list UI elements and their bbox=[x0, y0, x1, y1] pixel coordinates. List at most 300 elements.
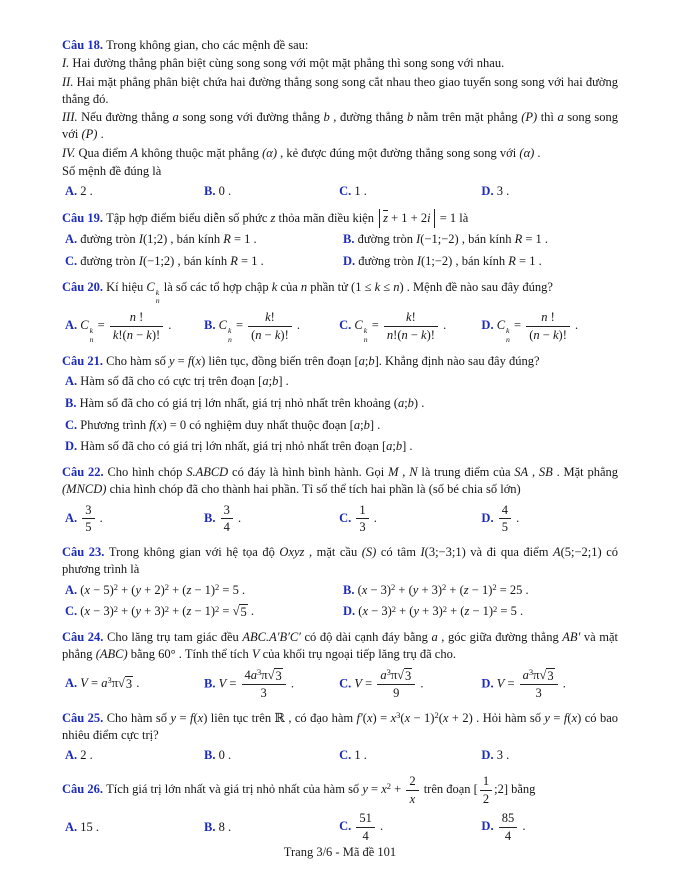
math-var: y bbox=[168, 353, 175, 368]
text: 51 bbox=[359, 811, 372, 826]
text: ;2] bằng bbox=[494, 782, 536, 797]
option-letter: A. bbox=[65, 510, 81, 525]
text: là số các tổ hợp chập bbox=[160, 279, 272, 294]
text: − 1) bbox=[191, 582, 216, 597]
fraction bbox=[499, 811, 518, 844]
option-26-D bbox=[478, 810, 618, 845]
option-letter: A. bbox=[65, 184, 81, 198]
text: Tập hợp điểm biểu diễn số phức bbox=[106, 210, 271, 225]
text: ( bbox=[191, 353, 196, 368]
text: Hàm số đã cho có giá trị lớn nhất, giá trị nhỏ nhất trên khoảng ( bbox=[79, 395, 398, 410]
text: Cho lăng trụ tam giác đều bbox=[107, 630, 243, 645]
question-number: Câu 25. bbox=[62, 710, 107, 725]
math-var: C bbox=[496, 318, 506, 333]
math-var: n bbox=[300, 279, 308, 294]
math-var: I bbox=[420, 545, 425, 560]
math-var: I bbox=[138, 253, 143, 268]
option-21-A bbox=[62, 373, 618, 391]
text: = bbox=[510, 318, 525, 333]
text: song song với bbox=[62, 110, 619, 142]
text: phần tử (1 ≤ bbox=[307, 279, 375, 294]
text: 85 bbox=[501, 811, 515, 826]
option-19-B bbox=[340, 231, 618, 249]
question-25-line-1 bbox=[62, 710, 618, 745]
text: ; bbox=[268, 374, 273, 389]
question-19 bbox=[62, 209, 618, 272]
text: − 1) bbox=[410, 710, 435, 725]
option-letter: C. bbox=[339, 510, 355, 525]
math-var: (α) bbox=[262, 145, 277, 160]
text: 3 bbox=[85, 502, 92, 517]
math-var: SA bbox=[514, 465, 529, 480]
text: trên đoạn [ bbox=[420, 782, 478, 797]
option-26-B bbox=[201, 819, 336, 837]
text: . Mặt phẳng bbox=[552, 465, 618, 480]
square-root: √ 5 bbox=[232, 604, 247, 620]
fraction bbox=[82, 503, 94, 536]
option-18-C bbox=[336, 183, 478, 201]
math-var: x bbox=[197, 710, 204, 725]
option-letter: A. bbox=[65, 374, 81, 389]
question-number: Câu 18. bbox=[62, 38, 107, 52]
math-var: z bbox=[186, 582, 192, 597]
math-var: k bbox=[552, 327, 559, 342]
text: , bán kính bbox=[167, 232, 224, 246]
question-22 bbox=[62, 464, 618, 537]
math-var: k bbox=[406, 310, 412, 325]
option-letter: D. bbox=[481, 676, 497, 690]
superscript: 3 bbox=[396, 709, 401, 720]
math-var: k bbox=[421, 327, 427, 342]
option-letter: C. bbox=[339, 184, 355, 198]
math-var: x bbox=[442, 710, 449, 725]
text: ]. Khẳng định nào sau đây đúng? bbox=[374, 353, 540, 368]
text: 4 bbox=[501, 502, 508, 517]
math-var: (ABC) bbox=[95, 647, 128, 662]
text: + 1 + 2 bbox=[387, 210, 428, 225]
text: ≤ bbox=[380, 279, 394, 294]
text: bằng 60° . Tính thể tích bbox=[127, 647, 252, 662]
text: ( bbox=[193, 710, 198, 725]
text: . bbox=[165, 318, 172, 333]
option-letter: A. bbox=[65, 676, 81, 691]
option-letter: D. bbox=[65, 439, 81, 454]
questions-container bbox=[62, 37, 618, 846]
option-20-D bbox=[478, 309, 618, 345]
text: thỏa mãn điều kiện bbox=[275, 210, 378, 225]
text: và mặt phẳng bbox=[62, 630, 619, 662]
options-row bbox=[62, 437, 618, 457]
text: Cho hàm số bbox=[106, 353, 169, 368]
math-var: C bbox=[146, 279, 155, 294]
math-var: x bbox=[404, 710, 411, 725]
text: có độ dài cạnh đáy bằng bbox=[300, 630, 432, 645]
math-var: a bbox=[172, 110, 179, 124]
text: . bbox=[287, 676, 294, 690]
math-var: b bbox=[363, 417, 370, 432]
question-23 bbox=[62, 544, 618, 622]
option-letter: D. bbox=[343, 604, 359, 619]
text: ) . bbox=[413, 395, 425, 410]
option-letter: B. bbox=[204, 184, 219, 198]
text: (3;−3;1) và đi qua điểm bbox=[424, 545, 553, 560]
question-20-line-1 bbox=[62, 279, 618, 307]
text: là trung điểm của bbox=[417, 465, 515, 480]
math-var: a bbox=[262, 374, 269, 389]
option-25-A bbox=[62, 747, 201, 765]
text: ; bbox=[392, 439, 396, 454]
fraction bbox=[242, 668, 286, 701]
text: . bbox=[234, 510, 242, 525]
superscript: 2 bbox=[215, 581, 220, 592]
math-var: R bbox=[230, 253, 238, 268]
text: ( bbox=[400, 710, 405, 725]
text: + ( bbox=[446, 582, 464, 597]
text: . bbox=[370, 510, 377, 525]
superscript: 2 bbox=[386, 781, 391, 792]
text: ( bbox=[357, 582, 362, 597]
text: . bbox=[293, 318, 300, 333]
text: (5;−2;1) có phương trình là bbox=[62, 545, 618, 577]
text: 4 bbox=[362, 829, 369, 844]
text: , bbox=[528, 465, 539, 480]
text: , bán kính bbox=[458, 232, 515, 246]
superscript: 2 bbox=[442, 581, 447, 592]
superscript: 3 bbox=[257, 666, 262, 677]
math-var: II. bbox=[62, 74, 77, 89]
text: π bbox=[390, 667, 398, 682]
text: ( bbox=[251, 327, 256, 342]
options-row bbox=[62, 746, 618, 766]
text: = 1 . bbox=[230, 232, 257, 246]
math-var: V bbox=[251, 647, 260, 662]
options-row bbox=[62, 372, 618, 392]
option-25-C bbox=[336, 747, 478, 765]
text: 3 bbox=[260, 685, 267, 700]
option-19-C bbox=[62, 253, 340, 271]
text: = bbox=[94, 318, 108, 333]
text: Tích giá trị lớn nhất và giá trị nhỏ nhất của hàm số bbox=[106, 782, 363, 797]
math-var: y bbox=[412, 582, 419, 597]
option-letter: C. bbox=[339, 676, 355, 690]
math-var: a bbox=[386, 439, 393, 454]
text: + ( bbox=[446, 604, 465, 619]
option-letter: C. bbox=[65, 604, 81, 619]
text: + ( bbox=[117, 582, 136, 597]
option-letter: A. bbox=[65, 232, 81, 246]
text: ! bbox=[135, 310, 144, 325]
math-var: x bbox=[366, 710, 373, 725]
text: + 3) bbox=[141, 604, 165, 619]
option-letter: C. bbox=[339, 819, 355, 834]
math-var: M bbox=[388, 465, 399, 480]
text: − 1) bbox=[468, 582, 493, 597]
text: . bbox=[417, 676, 424, 690]
fraction bbox=[377, 668, 415, 701]
math-var: I. bbox=[62, 56, 73, 71]
math-var: Oxyz bbox=[279, 545, 305, 560]
math-var: V bbox=[218, 676, 227, 690]
text: 15 . bbox=[80, 819, 100, 834]
math-var: y bbox=[135, 604, 142, 619]
text: ( bbox=[358, 604, 363, 619]
text: ( bbox=[152, 417, 157, 432]
text: 5 bbox=[501, 520, 508, 535]
math-var: b bbox=[406, 110, 414, 124]
option-23-A bbox=[62, 582, 340, 600]
options-row bbox=[62, 666, 618, 703]
math-var: n bbox=[533, 327, 540, 342]
text: ! bbox=[270, 310, 275, 325]
question-26 bbox=[62, 773, 618, 846]
text: Nếu đường thẳng bbox=[81, 110, 173, 124]
math-var: a bbox=[557, 110, 564, 124]
text: ] . bbox=[278, 374, 289, 389]
text: ; bbox=[364, 353, 369, 368]
text: . bbox=[247, 604, 254, 619]
math-var: R bbox=[514, 232, 523, 246]
text: (1;2) bbox=[142, 232, 168, 246]
math-var: (P) bbox=[81, 127, 98, 142]
text: 3 bbox=[125, 677, 133, 692]
superscript: 2 bbox=[164, 581, 169, 592]
question-19-line-1 bbox=[62, 209, 618, 228]
text: Cho hình chóp bbox=[107, 465, 187, 480]
text: , mặt cầu bbox=[304, 545, 362, 560]
math-var: (α) bbox=[519, 145, 535, 160]
option-25-D bbox=[478, 747, 618, 765]
options-row bbox=[62, 416, 618, 436]
text: π bbox=[261, 667, 268, 682]
text: = bbox=[226, 676, 240, 690]
text: ( bbox=[80, 604, 85, 619]
text: !( bbox=[393, 327, 402, 342]
text: 9 bbox=[393, 685, 400, 700]
square-root: √ 3 bbox=[267, 667, 282, 683]
text: ; bbox=[404, 395, 408, 410]
question-18-line-3 bbox=[62, 74, 618, 109]
text: 0 . bbox=[218, 184, 232, 198]
option-21-D bbox=[62, 438, 618, 456]
math-var: x bbox=[381, 782, 387, 797]
superscript: 2 bbox=[215, 603, 220, 614]
text: − 1) bbox=[191, 604, 216, 619]
text: ; bbox=[360, 417, 364, 432]
question-24-line-1 bbox=[62, 629, 618, 664]
question-24 bbox=[62, 629, 618, 703]
superscript: 2 bbox=[493, 603, 498, 614]
sup-sub-stack: k n bbox=[89, 326, 94, 345]
math-var: k bbox=[112, 327, 119, 342]
option-letter: D. bbox=[481, 184, 497, 198]
text: 4 bbox=[244, 667, 251, 682]
math-var: a bbox=[101, 676, 108, 691]
sup-sub-stack: k n bbox=[227, 326, 232, 345]
text: ) liên tục trên ℝ , có đạo hàm bbox=[203, 710, 357, 725]
math-var: I bbox=[416, 253, 421, 268]
text: Qua điểm bbox=[78, 145, 131, 160]
text: )! bbox=[151, 327, 161, 342]
question-18-line-4 bbox=[62, 109, 618, 144]
fraction bbox=[248, 310, 292, 343]
superscript: 2 bbox=[434, 709, 439, 720]
fraction bbox=[356, 811, 375, 844]
text: + 2) . Hỏi hàm số bbox=[448, 710, 545, 725]
text: ] . bbox=[402, 439, 413, 454]
text: ! bbox=[411, 310, 416, 325]
math-var: I bbox=[138, 232, 143, 246]
text: − 3) bbox=[368, 604, 392, 619]
text: + ( bbox=[168, 582, 187, 597]
text: = 1 . bbox=[237, 253, 264, 268]
text: , kẻ được đúng một đường thẳng song song với bbox=[277, 145, 520, 160]
question-23-line-1 bbox=[62, 544, 618, 579]
text: − 5) bbox=[90, 582, 114, 597]
math-var: a bbox=[358, 353, 365, 368]
option-letter: C. bbox=[339, 748, 355, 763]
text: )! bbox=[558, 327, 567, 342]
math-var: IV. bbox=[62, 145, 79, 160]
text: = 1 . bbox=[515, 253, 542, 268]
math-var: f′ bbox=[356, 710, 363, 725]
math-var: b bbox=[323, 110, 330, 124]
superscript: 2 bbox=[164, 603, 169, 614]
text: + ( bbox=[117, 604, 136, 619]
text: − bbox=[132, 327, 147, 342]
text: 4 bbox=[504, 829, 512, 844]
option-23-B bbox=[340, 582, 618, 600]
fraction bbox=[526, 310, 570, 343]
math-var: III. bbox=[62, 110, 82, 124]
option-letter: B. bbox=[343, 232, 358, 246]
superscript: 2 bbox=[391, 581, 396, 592]
math-var: b bbox=[407, 395, 414, 410]
superscript: 3 bbox=[528, 666, 534, 677]
options-row bbox=[62, 602, 618, 622]
text: (−1;−2) bbox=[420, 232, 459, 246]
text: 5 bbox=[85, 520, 92, 535]
option-letter: C. bbox=[339, 318, 355, 333]
math-var: z bbox=[186, 604, 192, 619]
option-letter: A. bbox=[65, 819, 81, 834]
text: = bbox=[504, 676, 518, 690]
fraction bbox=[480, 774, 492, 807]
math-var: x bbox=[409, 791, 416, 806]
math-var: (S) bbox=[361, 545, 377, 560]
math-var: x bbox=[571, 710, 578, 725]
math-var: x bbox=[84, 604, 91, 619]
text: 2 . bbox=[80, 748, 93, 763]
math-var: R bbox=[508, 253, 516, 268]
text: , bbox=[398, 465, 410, 480]
text: . bbox=[133, 676, 140, 691]
text: 1 bbox=[482, 773, 490, 788]
math-var: (MNCD) bbox=[62, 482, 107, 497]
text: 2 bbox=[482, 791, 490, 806]
option-letter: C. bbox=[65, 253, 81, 268]
text: ) = 0 có nghiệm duy nhất thuộc đoạn [ bbox=[162, 417, 354, 432]
superscript: 2 bbox=[391, 603, 396, 614]
math-var: a bbox=[353, 417, 361, 432]
text: ( bbox=[80, 582, 85, 597]
text: Phương trình bbox=[80, 417, 150, 432]
text: ] . bbox=[369, 417, 381, 432]
option-letter: A. bbox=[65, 318, 81, 333]
text: = bbox=[549, 710, 564, 725]
math-var: b bbox=[368, 353, 375, 368]
text: = 5 . bbox=[497, 604, 524, 619]
text: 5 bbox=[240, 605, 247, 620]
math-var: A bbox=[552, 545, 561, 560]
math-var: y bbox=[170, 710, 177, 725]
text: 3 bbox=[223, 502, 230, 517]
text: ( bbox=[567, 710, 572, 725]
math-var: y bbox=[362, 782, 368, 797]
text: có tâm bbox=[376, 545, 421, 560]
math-var: n bbox=[126, 327, 133, 342]
math-var: b bbox=[395, 439, 403, 454]
option-23-D bbox=[340, 603, 618, 621]
option-24-A bbox=[62, 675, 201, 693]
text: 3 bbox=[547, 668, 554, 683]
text: − 1) bbox=[469, 604, 494, 619]
text: − 3) bbox=[367, 582, 392, 597]
text: − 3) bbox=[90, 604, 114, 619]
math-var: x bbox=[156, 417, 163, 432]
text: Hàm số đã cho có giá trị lớn nhất, giá trị nhỏ nhất trên đoạn [ bbox=[80, 439, 387, 454]
text: Cho hàm số bbox=[106, 710, 171, 725]
text: 2 . bbox=[80, 184, 93, 198]
text: !( bbox=[118, 327, 127, 342]
math-var: n bbox=[255, 327, 262, 342]
question-number: Câu 21. bbox=[62, 353, 107, 368]
options-row bbox=[62, 501, 618, 538]
text: Hai đường thẳng phân biệt cùng song song với một mặt phẳng thì song song với nhau. bbox=[72, 56, 505, 71]
text: ) có bao nhiêu điểm cực trị? bbox=[62, 710, 618, 742]
option-letter: B. bbox=[204, 819, 219, 834]
fraction bbox=[110, 310, 163, 343]
text: + 3) bbox=[418, 582, 443, 597]
math-var: n bbox=[401, 327, 408, 342]
option-20-B bbox=[201, 309, 336, 345]
option-22-B bbox=[201, 502, 336, 537]
option-letter: C. bbox=[65, 417, 81, 432]
math-var: C bbox=[354, 318, 363, 333]
text: Số mệnh đề đúng là bbox=[62, 163, 162, 178]
text: của khối trụ ngoại tiếp lăng trụ đã cho. bbox=[259, 647, 456, 662]
math-var: z bbox=[463, 582, 469, 597]
fraction bbox=[520, 668, 558, 701]
question-number: Câu 23. bbox=[62, 545, 109, 560]
option-21-B bbox=[62, 395, 618, 413]
text: , bán kính bbox=[452, 253, 509, 268]
text: + ( bbox=[395, 582, 413, 597]
text: Hàm số đã cho có cực trị trên đoạn [ bbox=[80, 374, 263, 389]
fraction bbox=[499, 503, 511, 536]
sup-sub-stack: k n bbox=[155, 287, 160, 306]
text: . bbox=[512, 510, 520, 525]
text: . bbox=[571, 318, 579, 333]
square-root: √ 3 bbox=[539, 667, 554, 683]
question-21 bbox=[62, 353, 618, 457]
text: + ( bbox=[168, 604, 187, 619]
text: ( bbox=[362, 710, 367, 725]
text: = bbox=[368, 318, 382, 333]
text: , góc giữa đường thẳng bbox=[437, 630, 563, 645]
math-var: f bbox=[563, 710, 568, 725]
option-22-C bbox=[336, 502, 478, 537]
text: − bbox=[539, 327, 553, 342]
